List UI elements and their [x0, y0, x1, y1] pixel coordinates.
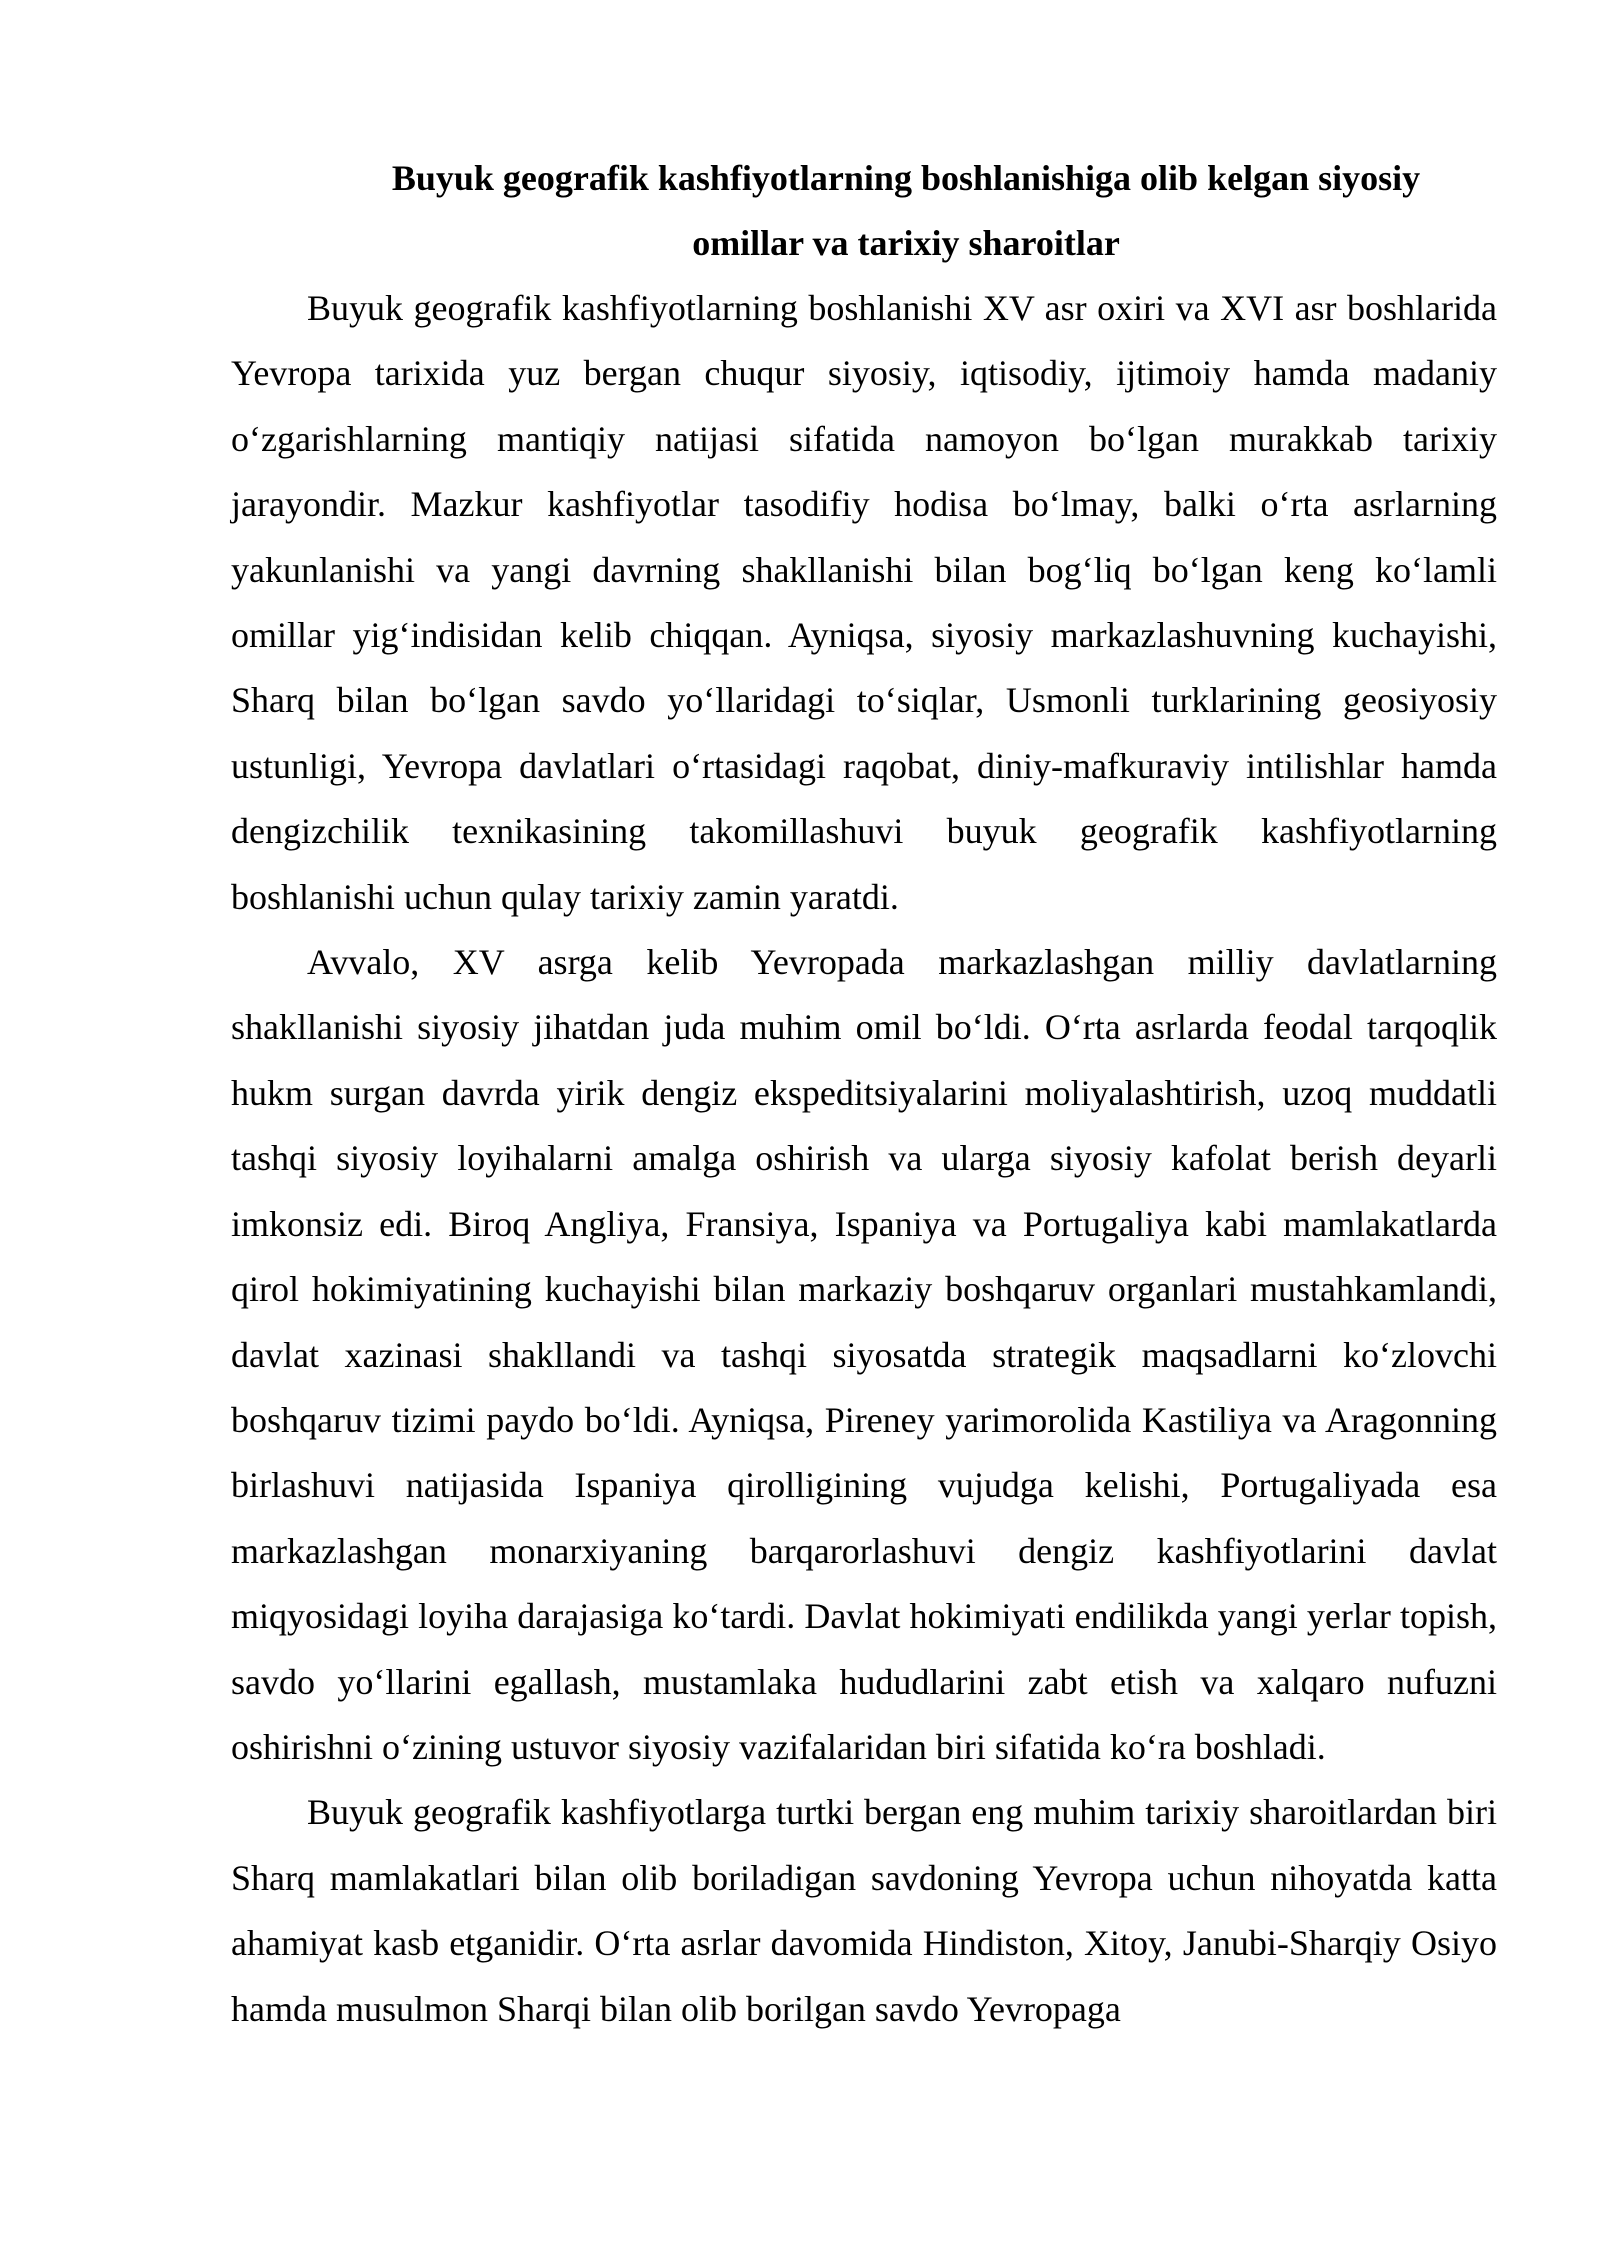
paragraph-2: Avvalo, XV asrga kelib Yevropada markazlashgan milliy davlatlarning shakllanishi siyosiy jihatdan juda muhim omil boʻldi. Oʻrta asrlarda feodal tarqoqlik hukm surgan davrda yirik dengiz ekspeditsiyalarini moliyalashtirish, uzoq muddatli tashqi siyosiy loyihalarni amalga oshirish va ularga siyosiy kafolat berish deyarli imkonsiz edi. Biroq Angliya, Fransiya, Ispaniya va Portugaliya kabi mamlakatlarda qirol hokimiyatining kuchayishi bilan markaziy boshqaruv organlari mustahkamlandi, davlat xazinasi shakllandi va tashqi siyosatda strategik maqsadlarni koʻzlovchi boshqaruv tizimi paydo boʻldi. Ayniqsa, Pireney yarimorolida Kastiliya va Aragonning birlashuvi natijasida Ispaniya qirolligining vujudga kelishi, Portugaliyada esa markazlashgan monarxiyaning barqarorlashuvi dengiz kashfiyotlarini davlat miqyosidagi loyiha darajasiga koʻtardi. Davlat hokimiyati endilikda yangi yerlar topish, savdo yoʻllarini egallash, mustamlaka hududlarini zabt etish va xalqaro nufuzni oshirishni oʻzining ustuvor siyosiy vazifalaridan biri sifatida koʻra boshladi. — [231, 942, 1497, 1767]
paragraph-1: Buyuk geografik kashfiyotlarning boshlanishi XV asr oxiri va XVI asr boshlarida Yevropa tarixida yuz bergan chuqur siyosiy, iqtisodiy, ijtimoiy hamda madaniy oʻzgarishlarning mantiqiy natijasi sifatida namoyon boʻlgan murakkab tarixiy jarayondir. Mazkur kashfiyotlar tasodifiy hodisa boʻlmay, balki oʻrta asrlarning yakunlanishi va yangi davrning shakllanishi bilan bogʻliq boʻlgan keng koʻlamli omillar yigʻindisidan kelib chiqqan. Ayniqsa, siyosiy markazlashuvning kuchayishi, Sharq bilan boʻlgan savdo yoʻllaridagi toʻsiqlar, Usmonli turklarining geosiyosiy ustunligi, Yevropa davlatlari oʻrtasidagi raqobat, diniy-mafkuraviy intilishlar hamda dengizchilik texnikasining takomillashuvi buyuk geografik kashfiyotlarning boshlanishi uchun qulay tarixiy zamin yaratdi. — [231, 288, 1497, 917]
document-title-line-2: omillar va tarixiy sharoitlar — [692, 223, 1120, 263]
paragraph-3: Buyuk geografik kashfiyotlarga turtki bergan eng muhim tarixiy sharoitlardan biri Sharq mamlakatlari bilan olib boriladigan savdoning Yevropa uchun nihoyatda katta ahamiyat kasb etganidir. Oʻrta asrlar davomida Hindiston, Xitoy, Janubi-Sharqiy Osiyo hamda musulmon Sharqi bilan olib borilgan savdo Yevropaga — [231, 1792, 1497, 2029]
document-title — [231, 146, 1497, 276]
document-page — [231, 146, 1497, 2042]
document-title-line-1: Buyuk geografik kashfiyotlarning boshlanishiga olib kelgan siyosiy — [391, 158, 1421, 198]
